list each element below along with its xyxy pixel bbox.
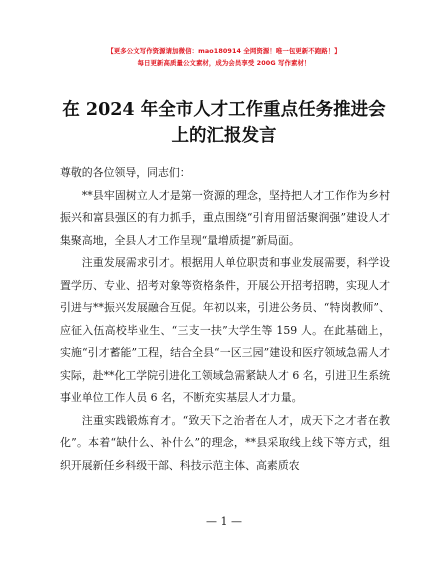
promo-banner-line-2: 每日更新高质量公文素材，成为会员享受 200G 写作素材！: [137, 59, 311, 67]
document-title: 在 2024 年全市人才工作重点任务推进会上的汇报发言: [62, 100, 386, 146]
promo-banner-line-1: 【更多公文写作资源请加微信：mao180914 全网资源！唯一包更新不跑路！】: [107, 47, 341, 55]
paragraph-intro: **县牢固树立人才是第一资源的理念，坚持把人才工作作为乡村振兴和富县强区的有力抓手，重点围绕“引育用留活聚润强”建设人才集聚高地，全县人才工作呈现“量增质提”新局面。: [60, 188, 390, 247]
document-body: [60, 162, 390, 477]
salutation: 尊敬的各位领导，同志们：: [60, 166, 191, 179]
paragraph-talent-recruitment: 注重发展需求引才。根据用人单位职责和事业发展需要，科学设置学历、专业、招考对象等资格条件，开展公开招考招聘，实现人才引进与**振兴发展融合互促。年初以来，引进公务员、“特岗教师”、应征入伍高校毕业生、“三支一扶”大学生等 159 人。在此基础上，实施“引才蓄能”工程，结合全县“一区三园”建设和医疗领域急需人才实际，赴**化工学院引进化工领域急需紧缺人才 6 名，引进卫生系统事业单位工作人员 6 名，不断充实基层人才力量。: [60, 256, 390, 404]
paragraph-talent-training: 注重实践锻炼育才。“致天下之治者在人才，成天下之才者在教化”。本着“缺什么、补什么”的理念，**县采取线上线下等方式，组织开展新任乡科级干部、科技示范主体、高素质农: [60, 413, 390, 472]
page-number: — 1 —: [206, 515, 242, 528]
